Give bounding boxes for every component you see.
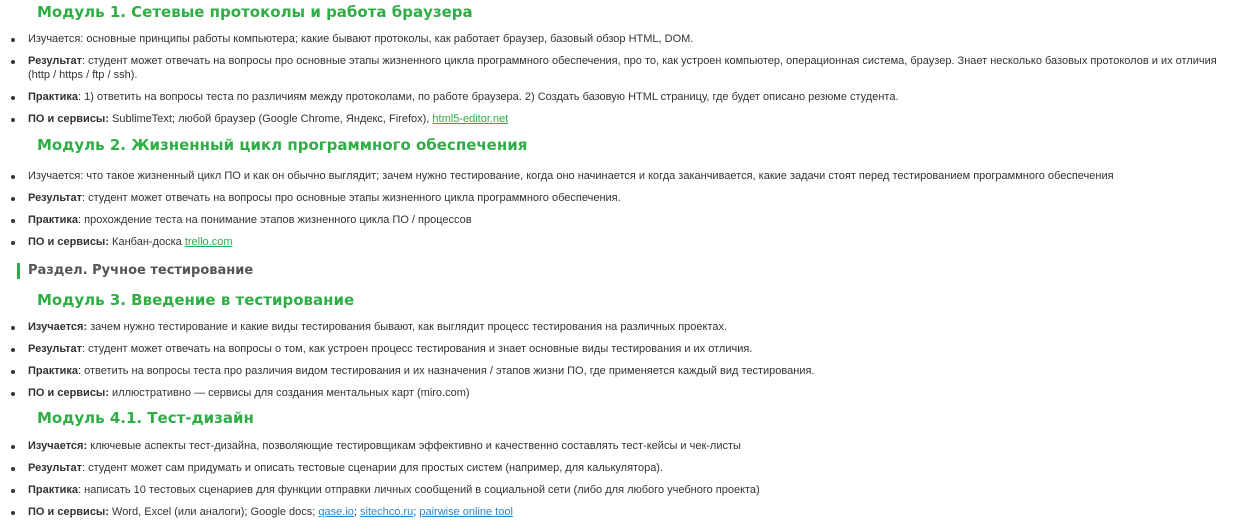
item-text: SublimeText; любой браузер (Google Chrome, Яндекс, Firefox), [109, 113, 433, 125]
module-2-title: Модуль 2. Жизненный цикл программного обеспечения [37, 136, 528, 154]
list-item [0, 439, 1230, 453]
module-2-list [0, 169, 1230, 249]
item-text: : студент может отвечать на вопросы о том, как устроен процесс тестирования и знает основные виды тестирования и их отличия. [82, 343, 753, 355]
list-item [0, 483, 1230, 497]
list-item [0, 320, 1230, 334]
link-separator: ; [353, 506, 361, 518]
module-3-list [0, 320, 1230, 400]
item-text: : студент может отвечать на вопросы про основные этапы жизненного цикла программного обеспечения. [82, 192, 621, 204]
list-item [0, 90, 1230, 104]
pairwise-tool-link[interactable]: pairwise online tool [419, 506, 513, 518]
item-label: ПО и сервисы: [28, 236, 109, 248]
item-label: Практика [28, 484, 79, 496]
item-text: ключевые аспекты тест-дизайна, позволяющие тестировщикам эффективно и качественно составлять тест-кейсы и чек-листы [87, 440, 741, 452]
item-text: Канбан-доска [109, 236, 185, 248]
module-1-title: Модуль 1. Сетевые протоколы и работа браузера [37, 3, 473, 21]
item-label: Результат [28, 343, 83, 355]
list-item [0, 461, 1230, 475]
html5-editor-link[interactable]: html5-editor.net [432, 113, 509, 125]
item-label: Результат [28, 192, 83, 204]
module-3-title: Модуль 3. Введение в тестирование [37, 291, 355, 309]
item-label: Практика [28, 365, 79, 377]
list-item [0, 169, 1230, 183]
list-item [0, 505, 1230, 519]
section-title: Раздел. Ручное тестирование [17, 263, 253, 279]
item-label: Изучается: [28, 321, 88, 333]
list-item [0, 235, 1230, 249]
list-item [0, 364, 1230, 378]
item-text: : прохождение теста на понимание этапов жизненного цикла ПО / процессов [78, 214, 472, 226]
item-label: ПО и сервисы: [28, 506, 109, 518]
item-label: Результат [28, 462, 83, 474]
item-text: иллюстративно — сервисы для создания ментальных карт (miro.com) [109, 387, 470, 399]
item-text: : студент может сам придумать и описать тестовые сценарии для простых систем (например, для калькулятора). [82, 462, 664, 474]
module-4-1-list [0, 439, 1230, 519]
sitechco-link[interactable]: sitechco.ru [360, 506, 414, 518]
item-label: ПО и сервисы: [28, 387, 109, 399]
item-label: Практика [28, 214, 79, 226]
list-item [0, 54, 1230, 82]
item-label: Практика [28, 91, 79, 103]
list-item [0, 213, 1230, 227]
item-text: : студент может отвечать на вопросы про основные этапы жизненного цикла программного обеспечения, про то, как устроен компьютер, операционная система, браузер. Знает несколько базовых протоколов и их отличия (http / https / ftp / ssh). [28, 55, 1217, 81]
list-item [0, 32, 1230, 46]
item-text: Изучается: что такое жизненный цикл ПО и как он обычно выглядит; зачем нужно тестирование, когда оно начинается и когда заканчивается, какие задачи стоят перед тестированием программного обеспечения [28, 170, 1114, 182]
item-text: Word, Excel (или аналоги); Google docs; [109, 506, 319, 518]
qase-link[interactable]: qase.io [318, 506, 354, 518]
item-label: Изучается: [28, 440, 88, 452]
item-text: : ответить на вопросы теста про различия видом тестирования и их назначения / этапов жизни ПО, где применяется каждый вид тестирования. [78, 365, 815, 377]
item-text: : 1) ответить на вопросы теста по различиям между протоколами, по работе браузера. 2) Создать базовую HTML страницу, где будет описано резюме студента. [78, 91, 899, 103]
list-item [0, 112, 1230, 126]
list-item [0, 342, 1230, 356]
item-text: : написать 10 тестовых сценариев для функции отправки личных сообщений в социальной сети (либо для любого учебного проекта) [78, 484, 760, 496]
list-item [0, 386, 1230, 400]
list-item [0, 191, 1230, 205]
item-label: Результат [28, 55, 83, 67]
item-text: зачем нужно тестирование и какие виды тестирования бывают, как выглядит процесс тестирования на различных проектах. [87, 321, 728, 333]
trello-link[interactable]: trello.com [184, 236, 233, 248]
item-label: ПО и сервисы: [28, 113, 109, 125]
module-1-list [0, 32, 1230, 126]
module-4-1-title: Модуль 4.1. Тест-дизайн [37, 409, 254, 427]
item-text: Изучается: основные принципы работы компьютера; какие бывают протоколы, как работает браузер, базовый обзор HTML, DOM. [28, 33, 694, 45]
link-separator: ; [413, 506, 420, 518]
